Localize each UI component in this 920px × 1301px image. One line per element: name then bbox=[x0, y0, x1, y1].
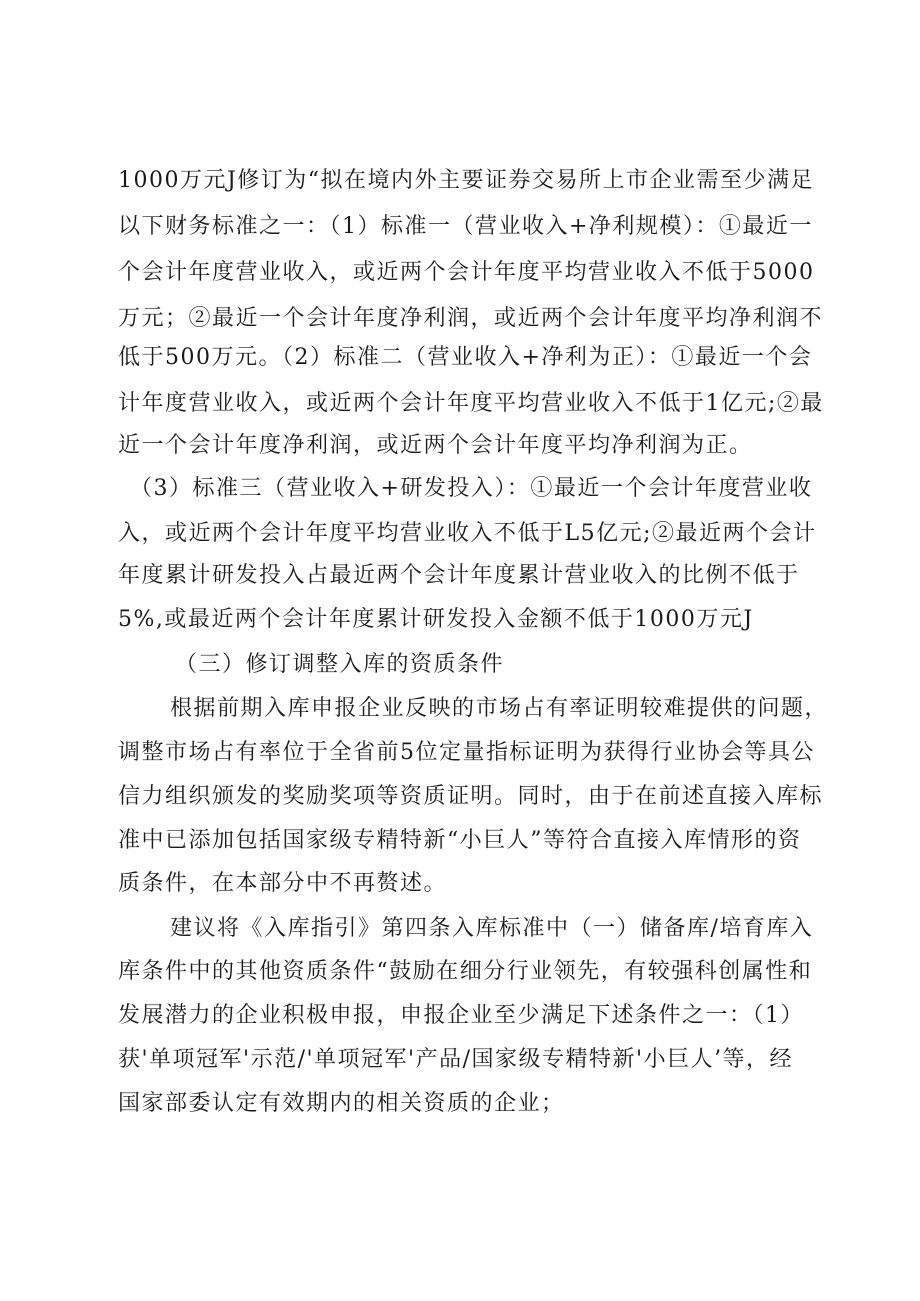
text-line: 以下财务标准之一：（1）标准一（营业收入+净利规模）：①最近一 bbox=[118, 214, 813, 239]
text-line: （3）标准三（营业收入+研发投入）：①最近一个会计年度营业收 bbox=[130, 476, 813, 501]
text-line: 入，或近两个会计年度平均营业收入不低于L5亿元;②最近两个会计 bbox=[118, 521, 817, 546]
text-line: 低于500万元。（2）标准二（营业收入+净利为正）：①最近一个会 bbox=[118, 345, 813, 370]
text-line: 万元；②最近一个会计年度净利润，或近两个会计年度平均净利润不 bbox=[118, 306, 824, 331]
text-line: 准中已添加包括国家级专精特新“小巨人”等符合直接入库情形的资 bbox=[118, 828, 802, 853]
text-line: 计年度营业收入，或近两个会计年度平均营业收入不低于1亿元;②最 bbox=[118, 391, 824, 416]
text-line: 5%,或最近两个会计年度累计研发投入金额不低于1000万元J bbox=[118, 607, 754, 632]
text-line: 年度累计研发投入占最近两个会计年度累计营业收入的比例不低于 bbox=[118, 563, 800, 588]
text-line: 根据前期入库申报企业反映的市场占有率证明较难提供的问题， bbox=[170, 696, 829, 721]
text-line: 信力组织颁发的奖励奖项等资质证明。同时，由于在前述直接入库标 bbox=[118, 784, 824, 809]
text-line: 近一个会计年度净利润，或近两个会计年度平均净利润为正。 bbox=[118, 433, 753, 458]
text-line: 建议将《入库指引》第四条入库标准中（一）储备库/培育库入 bbox=[170, 916, 814, 941]
text-line: 获'单项冠军'示范/'单项冠军'产品/国家级专精特新'小巨人’等，经 bbox=[118, 1047, 794, 1072]
text-line: 发展潜力的企业积极申报，申报企业至少满足下述条件之一：（1） bbox=[118, 1003, 804, 1028]
text-line: 质条件，在本部分中不再赘述。 bbox=[118, 871, 448, 896]
text-line: 国家部委认定有效期内的相关资质的企业； bbox=[118, 1091, 565, 1116]
text-line: 1000万元J修订为“拟在境内外主要证券交易所上市企业需至少满足 bbox=[118, 168, 815, 193]
text-line: 调整市场占有率位于全省前5位定量指标证明为获得行业协会等具公 bbox=[118, 740, 815, 765]
text-line: 库条件中的其他资质条件“鼓励在细分行业领先，有较强科创属性和 bbox=[118, 959, 813, 984]
text-line: 个会计年度营业收入，或近两个会计年度平均营业收入不低于5000 bbox=[118, 260, 815, 285]
section-heading: （三）修订调整入库的资质条件 bbox=[175, 652, 505, 677]
